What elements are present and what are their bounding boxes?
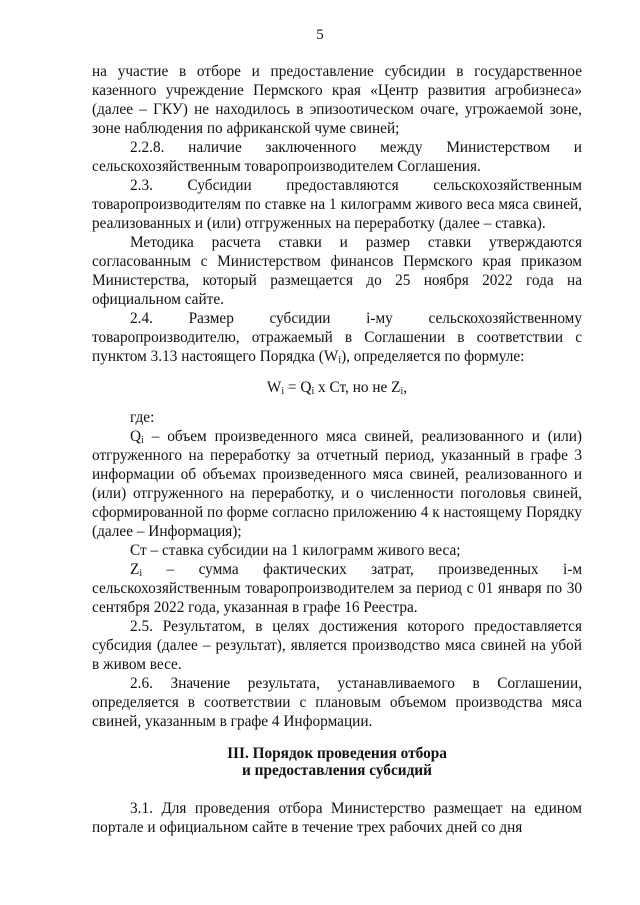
formula-q-subscript: i bbox=[311, 386, 315, 397]
document-body bbox=[92, 62, 582, 837]
definition-z-symbol: Z bbox=[130, 561, 140, 578]
formula-w: W bbox=[266, 379, 282, 396]
section-heading-line-1: III. Порядок проведения отбора bbox=[227, 745, 447, 762]
formula-z-subscript: i bbox=[400, 386, 404, 397]
subscript-i: i bbox=[338, 355, 342, 366]
definition-q bbox=[92, 427, 582, 541]
paragraph-continuation: на участие в отборе и предоставление субсидии в государственное казенного учреждение Пермского края «Центр развития агробизнеса» (далее – ГКУ) не находилось в эпизоотическом очаге, угрожаемой зоне, зоне наблюдения по африканской чуме свиней; bbox=[92, 63, 582, 137]
paragraph-2-4-tail: ), определяется по формуле: bbox=[341, 348, 525, 365]
paragraph-2-4-text: 2.4. Размер субсидии i-му сельскохозяйственному товаропроизводителю, отражаемый в Соглашении в соответствии с пунктом 3.13 настоящего Порядка (W bbox=[92, 310, 582, 365]
formula-end: , bbox=[403, 379, 408, 396]
formula-rest: х Ст, но не Z bbox=[314, 379, 401, 396]
paragraph-methodology: Методика расчета ставки и размер ставки утверждаются согласованным с Министерством финансов Пермского края приказом Министерства, который размещается до 25 ноября 2022 года на официальном сайте. bbox=[92, 234, 582, 308]
paragraph-2-3: 2.3. Субсидии предоставляются сельскохозяйственным товаропроизводителям по ставке на 1 килограмм живого веса мяса свиней, реализованных и (или) отгруженных на переработку (далее – ставка). bbox=[92, 177, 582, 232]
definition-q-subscript: i bbox=[141, 435, 144, 446]
paragraph-2-2-8: 2.2.8. наличие заключенного между Министерством и сельскохозяйственным товаропроизводителем Соглашения. bbox=[92, 139, 582, 175]
formula-equals-q: = Q bbox=[284, 379, 312, 396]
paragraph-3-1: 3.1. Для проведения отбора Министерство размещает на едином портале и официальном сайте в течение трех рабочих дней со дня bbox=[92, 800, 582, 836]
page-number: 5 bbox=[316, 27, 324, 43]
definition-z-text: – сумма фактических затрат, произведенных i-м сельскохозяйственным товаропроизводителем за период с 01 января по 30 сентября 2022 года, указанная в графе 16 Реестра. bbox=[92, 561, 582, 616]
definition-q-text: – объем произведенного мяса свиней, реализованного и (или) отгруженного на переработку за отчетный период, указанный в графе 3 информации об объемах произведенного мяса свиней, реализованного и (или) отгруженного на переработку, и о численности поголовья свиней, сформированной по форме согласно приложению 4 к настоящему Порядку (далее – Информация); bbox=[92, 428, 582, 540]
paragraph-2-5: 2.5. Результатом, в целях достижения которого предоставляется субсидия (далее – результат), является производство мяса свиней на убой в живом весе. bbox=[92, 618, 582, 673]
definition-st: Ст – ставка субсидии на 1 килограмм живого веса; bbox=[130, 542, 461, 559]
definition-q-symbol: Q bbox=[130, 428, 142, 445]
formula-w-subscript: i bbox=[281, 386, 285, 397]
definition-z-subscript: i bbox=[139, 568, 143, 579]
section-heading bbox=[92, 745, 582, 779]
definition-z bbox=[92, 560, 582, 617]
section-heading-line-2: и предоставления субсидий bbox=[242, 762, 432, 779]
paragraph-2-6: 2.6. Значение результата, устанавливаемого в Соглашении, определяется в соответствии с плановым объемом производства мяса свиней, указанным в графе 4 Информации. bbox=[92, 675, 582, 730]
where-label: где: bbox=[130, 409, 155, 426]
paragraph-2-4 bbox=[92, 309, 582, 366]
formula bbox=[92, 378, 582, 397]
